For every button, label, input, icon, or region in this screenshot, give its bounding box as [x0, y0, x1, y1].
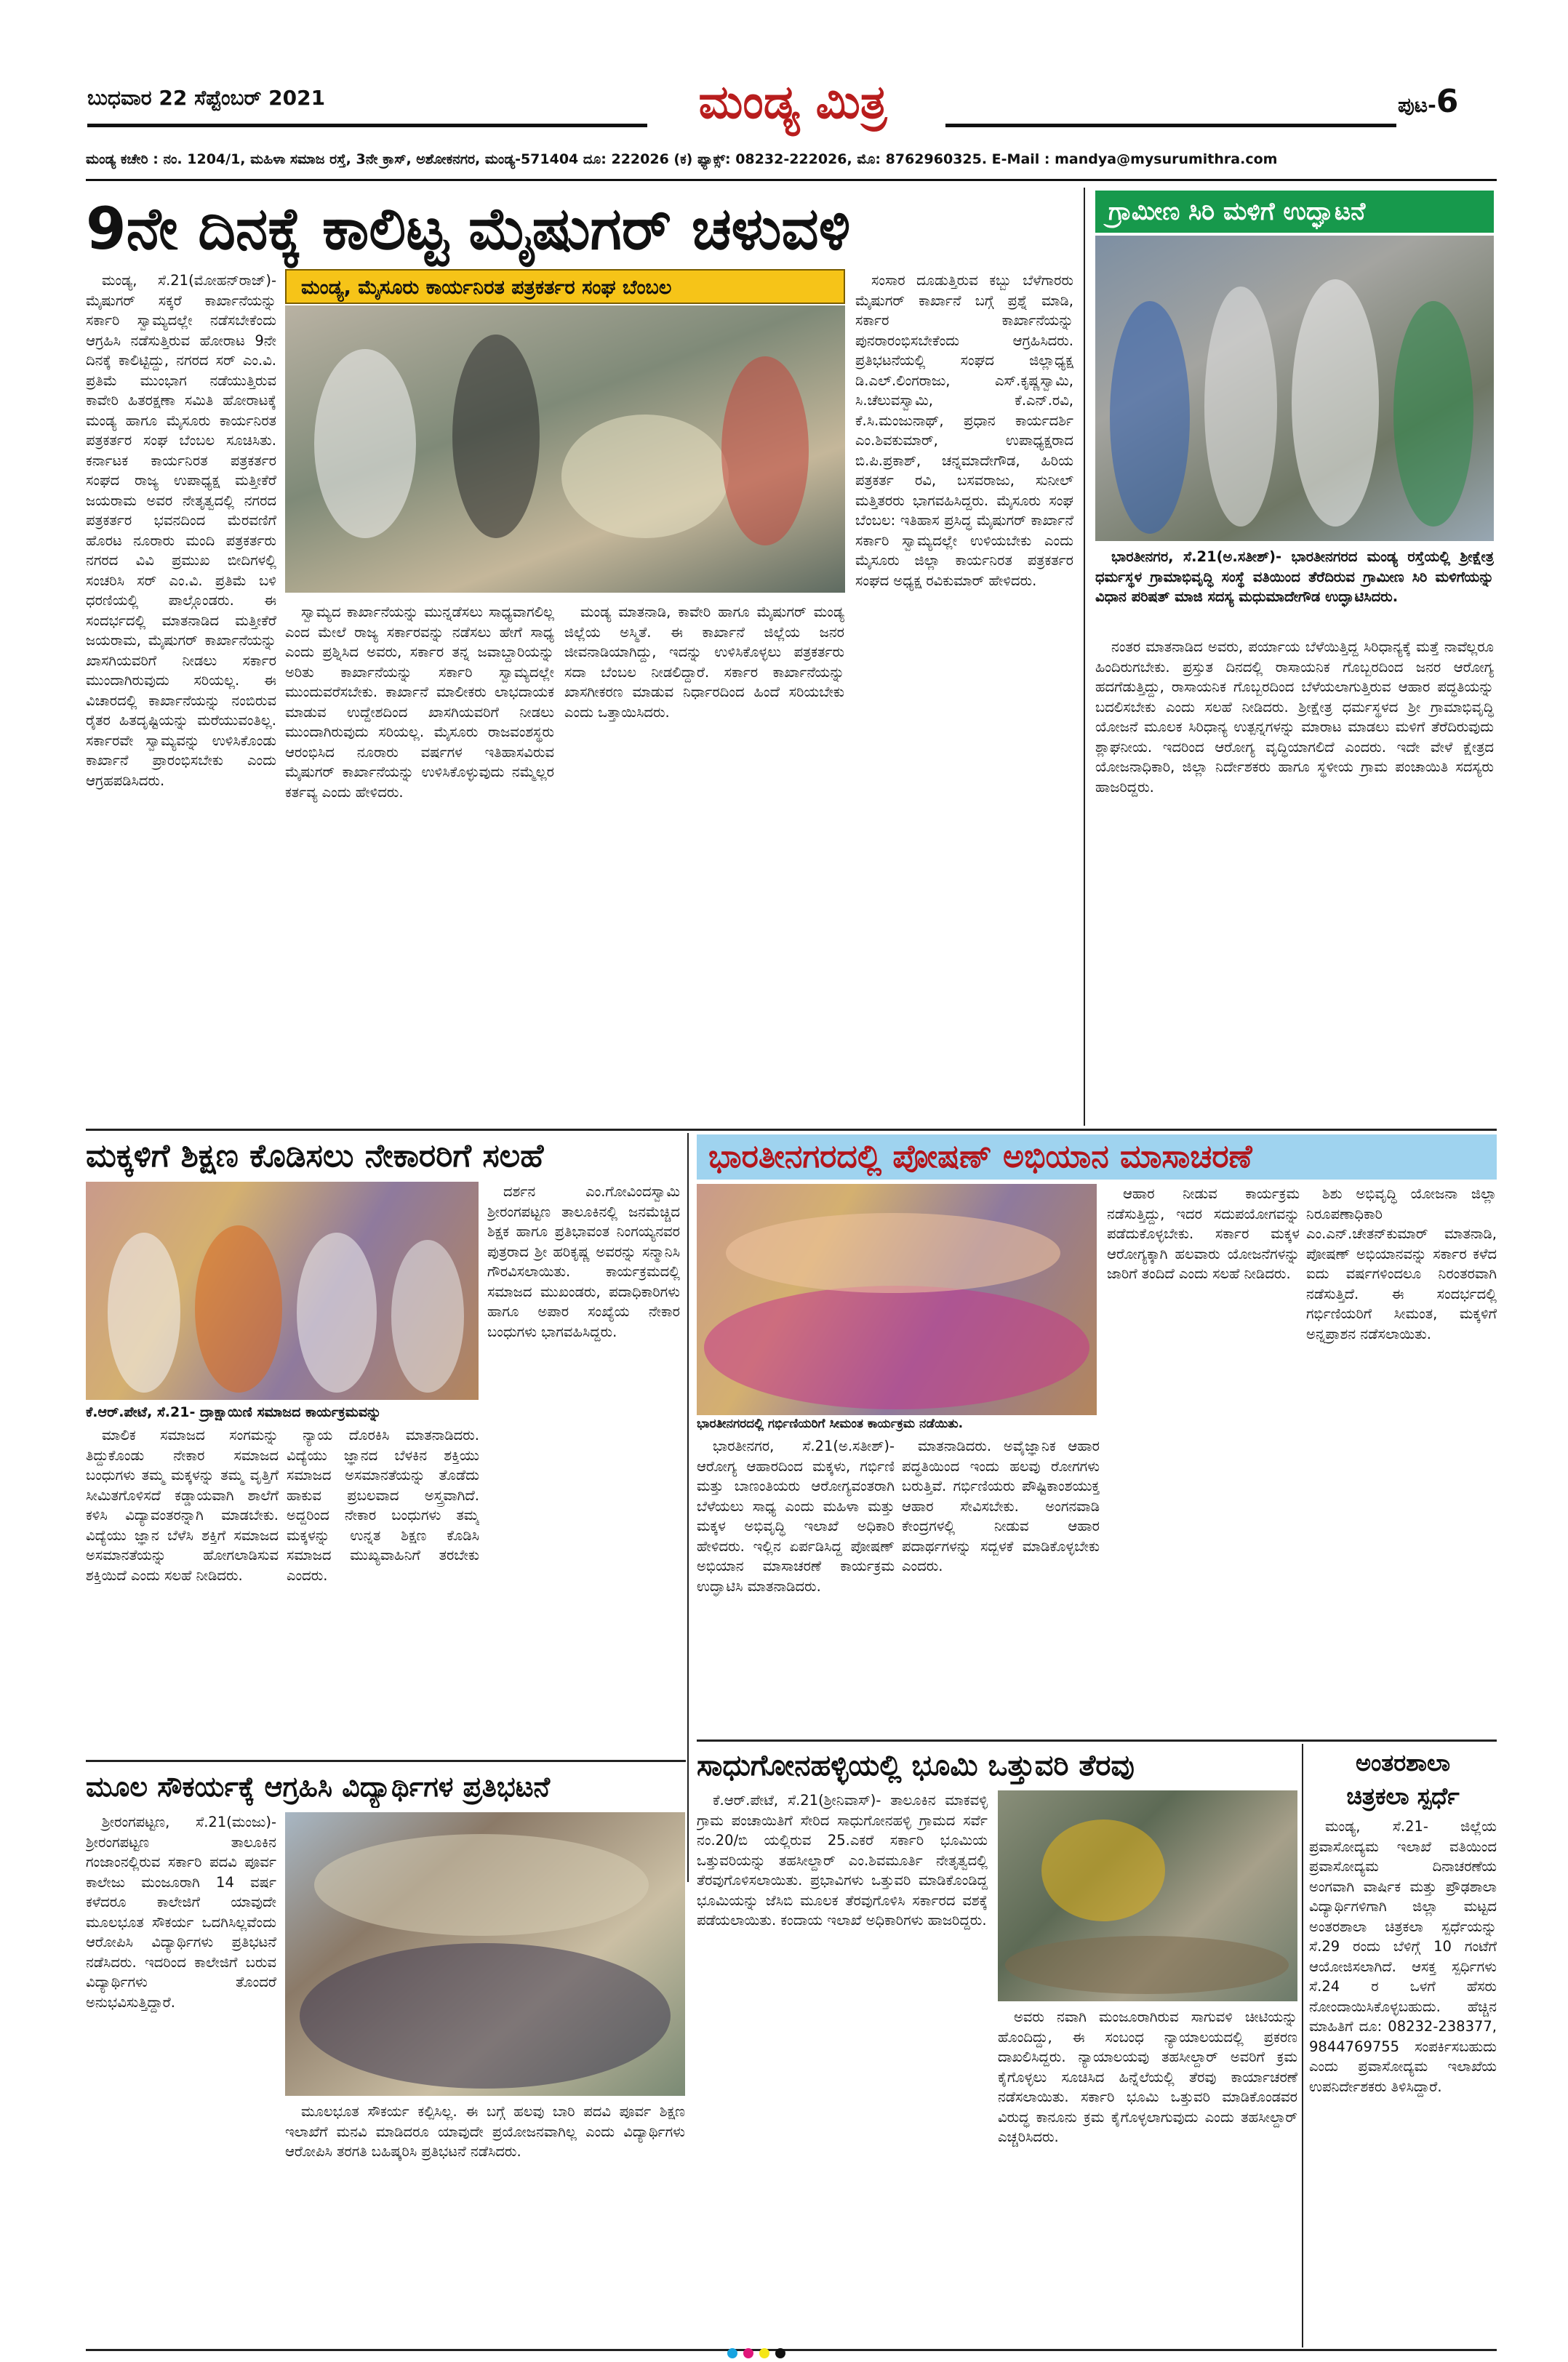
divider-story4	[687, 1133, 689, 1882]
story4-column-1	[697, 1436, 895, 1734]
story4-col1-text: ಭಾರತೀನಗರ, ಸೆ.21(ಅ.ಸತೀಶ್)- ಆರೋಗ್ಯ ಆಹಾರದಿಂದ ಮಕ್ಕಳು, ಗರ್ಭಿಣಿ ಮತ್ತು ಬಾಣಂತಿಯರು ಆರೋಗ್ಯವಂತರಾಗಿ ಬೆಳೆಯಲು ಸಾಧ್ಯ ಎಂದು ಮಹಿಳಾ ಮತ್ತು ಮಕ್ಕಳ ಅಭಿವೃದ್ಧಿ ಇಲಾಖೆ ಅಧಿಕಾರಿ ಹೇಳಿದರು. ಇಲ್ಲಿನ ಏರ್ಪಡಿಸಿದ್ದ ಪೋಷಣ್ ಅಭಿಯಾನ ಮಾಸಾಚರಣೆ ಕಾರ್ಯಕ್ರಮ ಉದ್ಘಾಟಿಸಿ ಮಾತನಾಡಿದರು.	[697, 1438, 895, 1595]
divider-story2	[1084, 188, 1085, 1126]
registration-dots	[727, 2347, 836, 2361]
story1-ribbon: ಮಂಡ್ಯ, ಮೈಸೂರು ಕಾರ್ಯನಿರತ ಪತ್ರಕರ್ತರ ಸಂಘ ಬೆಂಬಲ	[285, 269, 845, 304]
story2-body-text: ನಂತರ ಮಾತನಾಡಿದ ಅವರು, ಪರ್ಯಾಯ ಬೆಳೆಯಿತ್ತಿದ್ದ ಸಿರಿಧಾನ್ಯಕ್ಕೆ ಮತ್ತೆ ನಾವೆಲ್ಲರೂ ಹಿಂದಿರುಗಬೇಕು. ಪ್ರಸ್ತುತ ದಿನದಲ್ಲಿ ರಾಸಾಯನಿಕ ಗೊಬ್ಬರದಿಂದ ಜನರ ಆರೋಗ್ಯ ಹದಗೆಡುತ್ತಿದ್ದು, ರಾಸಾಯನಿಕ ಗೊಬ್ಬರದಿಂದ ಬೆಳೆಯಲಾಗುತ್ತಿರುವ ಆಹಾರ ಪದ್ಧತಿಯನ್ನು ಬದಲಿಸಬೇಕು ಎಂದು ಸಲಹೆ ನೀಡಿದರು. ಶ್ರೀಕ್ಷೇತ್ರ ಧರ್ಮಸ್ಥಳದ ಶ್ರೀ ಗ್ರಾಮಾಭಿವೃದ್ಧಿ ಯೋಜನೆ ಮೂಲಕ ಸಿರಿಧಾನ್ಯ ಉತ್ಪನ್ನಗಳನ್ನು ಮಾರಾಟ ಮಾಡಲು ಮಳಿಗೆ ತೆರೆದಿರುವುದು ಶ್ಲಾಘನೀಯ. ಇದರಿಂದ ಆರೋಗ್ಯ ವೃದ್ಧಿಯಾಗಲಿದೆ ಎಂದರು. ಇದೇ ವೇಳೆ ಕ್ಷೇತ್ರದ ಯೋಜನಾಧಿಕಾರಿ, ಜಿಲ್ಲಾ ನಿರ್ದೇಶಕರು ಹಾಗೂ ಸ್ಥಳೀಯ ಗ್ರಾಮ ಪಂಚಾಯಿತಿ ಸದಸ್ಯರು ಹಾಜರಿದ್ದರು.	[1095, 638, 1494, 796]
story7-headline-2: ಚಿತ್ರಕಲಾ ಸ್ಪರ್ಧೆ	[1346, 1782, 1460, 1810]
office-address: ಮಂಡ್ಯ ಕಚೇರಿ : ನಂ. 1204/1, ಮಹಿಳಾ ಸಮಾಜ ರಸ್ತೆ, 3ನೇ ಕ್ರಾಸ್, ಅಶೋಕನಗರ, ಮಂಡ್ಯ-571404 ದೂ: 222026 (ಕ) ಫ್ಯಾಕ್ಸ್: 08232-222026, ಮೊ: 8762960325. E-Mail : mandya@mysurumithra.com	[86, 151, 1278, 167]
divider-story5	[86, 1760, 686, 1762]
story4-headline	[697, 1134, 1497, 1180]
story3-col1-text: ಮಾಲಿಕ ಸಮಾಜದ ಸಂಗಮನ್ನು ತಿದ್ದುಕೊಂಡು ನೇಕಾರ ಸಮಾಜದ ಬಂಧುಗಳು ತಮ್ಮ ಮಕ್ಕಳನ್ನು ತಮ್ಮ ವೃತ್ತಿಗೆ ಸೀಮಿತಗೊಳಿಸದೆ ಕಡ್ಡಾಯವಾಗಿ ಶಾಲೆಗೆ ಕಳಿಸಿ ವಿದ್ಯಾವಂತರನ್ನಾಗಿ ಮಾಡಬೇಕು. ವಿದ್ಯೆಯು ಜ್ಞಾನ ಬೆಳೆಸಿ ಶಕ್ತಿಗೆ ಸಮಾಜದ ಅಸಮಾನತೆಯನ್ನು ಹೋಗಲಾಡಿಸುವ ಶಕ್ತಿಯಿದೆ ಎಂದು ಸಲಹೆ ನೀಡಿದರು.	[86, 1427, 279, 1584]
story5-column-2	[285, 2102, 685, 2347]
story6-photo	[998, 1790, 1297, 2001]
story4-col3-text: ಆಹಾರ ನೀಡುವ ಕಾರ್ಯಕ್ರಮ ನಡೆಸುತ್ತಿದ್ದು, ಇದರ ಸದುಪಯೋಗವನ್ನು ಪಡೆದುಕೊಳ್ಳಬೇಕು. ಸರ್ಕಾರ ಮಕ್ಕಳ ಆರೋಗ್ಯಕ್ಕಾಗಿ ಹಲವಾರು ಯೋಜನೆಗಳನ್ನು ಜಾರಿಗೆ ತಂದಿದೆ ಎಂದು ಸಲಹೆ ನೀಡಿದರು.	[1107, 1185, 1300, 1282]
yellow-dot	[759, 2348, 769, 2358]
story5-column-1	[86, 1812, 276, 2347]
masthead-rule-left	[87, 124, 647, 127]
story7-body-text: ಮಂಡ್ಯ, ಸೆ.21- ಜಿಲ್ಲೆಯ ಪ್ರವಾಸೋದ್ಯಮ ಇಲಾಖೆ ವತಿಯಿಂದ ಪ್ರವಾಸೋದ್ಯಮ ದಿನಾಚರಣೆಯ ಅಂಗವಾಗಿ ವಾರ್ಷಿಕ ಮತ್ತು ಪ್ರೌಢಶಾಲಾ ವಿದ್ಯಾರ್ಥಿಗಳಿಗಾಗಿ ಜಿಲ್ಲಾ ಮಟ್ಟದ ಅಂತರಶಾಲಾ ಚಿತ್ರಕಲಾ ಸ್ಪರ್ಧೆಯನ್ನು ಸೆ.29 ರಂದು ಬೆಳಿಗ್ಗೆ 10 ಗಂಟೆಗೆ ಆಯೋಜಿಸಲಾಗಿದೆ. ಆಸಕ್ತ ಸ್ಪರ್ಧಿಗಳು ಸೆ.24 ರ ಒಳಗೆ ಹೆಸರು ನೋಂದಾಯಿಸಿಕೊಳ್ಳಬಹುದು. ಹೆಚ್ಚಿನ ಮಾಹಿತಿಗೆ ದೂ: 08232-238377, 9844769755 ಸಂಪರ್ಕಿಸಬಹುದು ಎಂದು ಪ್ರವಾಸೋದ್ಯಮ ಇಲಾಖೆಯ ಉಪನಿರ್ದೇಶಕರು ತಿಳಿಸಿದ್ದಾರೆ.	[1309, 1818, 1497, 2095]
story6-col2-text: ಅವರು ನವಾಗಿ ಮಂಜೂರಾಗಿರುವ ಸಾಗುವಳಿ ಚೀಟಿಯನ್ನು ಹೊಂದಿದ್ದು, ಈ ಸಂಬಂಧ ನ್ಯಾಯಾಲಯದಲ್ಲಿ ಪ್ರಕರಣ ದಾಖಲಿಸಿದ್ದರು. ನ್ಯಾಯಾಲಯವು ತಹಸೀಲ್ದಾರ್ ಅವರಿಗೆ ಕ್ರಮ ಕೈಗೊಳ್ಳಲು ಸೂಚಿಸಿದ ಹಿನ್ನೆಲೆಯಲ್ಲಿ ತೆರವು ಕಾರ್ಯಾಚರಣೆ ನಡೆಸಲಾಯಿತು. ಸರ್ಕಾರಿ ಭೂಮಿ ಒತ್ತುವರಿ ಮಾಡಿಕೊಂಡವರ ವಿರುದ್ಧ ಕಾನೂನು ಕ್ರಮ ಕೈಗೊಳ್ಳಲಾಗುವುದು ಎಂದು ತಹಸೀಲ್ದಾರ್ ಎಚ್ಚರಿಸಿದರು.	[998, 2009, 1297, 2145]
story1-col1-text: ಮಂಡ್ಯ, ಸೆ.21(ಮೋಹನ್‌ರಾಜ್)- ಮೈಷುಗರ್ ಸಕ್ಕರೆ ಕಾರ್ಖಾನೆಯನ್ನು ಸರ್ಕಾರಿ ಸ್ವಾಮ್ಯದಲ್ಲೇ ನಡೆಸಬೇಕೆಂದು ಆಗ್ರಹಿಸಿ ನಡೆಸುತ್ತಿರುವ ಹೋರಾಟ 9ನೇ ದಿನಕ್ಕೆ ಕಾಲಿಟ್ಟಿದ್ದು, ನಗರದ ಸರ್ ಎಂ.ವಿ. ಪ್ರತಿಮೆ ಮುಂಭಾಗ ನಡೆಯುತ್ತಿರುವ ಕಾವೇರಿ ಹಿತರಕ್ಷಣಾ ಸಮಿತಿ ಹೋರಾಟಕ್ಕೆ ಮಂಡ್ಯ ಹಾಗೂ ಮೈಸೂರು ಕಾರ್ಯನಿರತ ಪತ್ರಕರ್ತರ ಸಂಘ ಬೆಂಬಲ ಸೂಚಿಸಿತು. ಕರ್ನಾಟಕ ಕಾರ್ಯನಿರತ ಪತ್ರಕರ್ತರ ಸಂಘದ ರಾಜ್ಯ ಉಪಾಧ್ಯಕ್ಷ ಮತ್ತೀಕೆರೆ ಜಯರಾಮ ಅವರ ನೇತೃತ್ವದಲ್ಲಿ ನಗರದ ಪತ್ರಕರ್ತರ ಭವನದಿಂದ ಮೆರವಣಿಗೆ ಹೊರಟ ನೂರಾರು ಮಂದಿ ಪತ್ರಕರ್ತರು ನಗರದ ವಿವಿ ಪ್ರಮುಖ ಬೀದಿಗಳಲ್ಲಿ ಸಂಚರಿಸಿ ಸರ್ ಎಂ.ವಿ. ಪ್ರತಿಮೆ ಬಳಿ ಧರಣಿಯಲ್ಲಿ ಪಾಲ್ಗೊಂಡರು. ಈ ಸಂದರ್ಭದಲ್ಲಿ ಮಾತನಾಡಿದ ಮತ್ತೀಕೆರೆ ಜಯರಾಮ, ಮೈಷುಗರ್ ಕಾರ್ಖಾನೆಯನ್ನು ಖಾಸಗಿಯವರಿಗೆ ನೀಡಲು ಸರ್ಕಾರ ಮುಂದಾಗಿರುವುದು ಸರಿಯಲ್ಲ. ಈ ವಿಚಾರದಲ್ಲಿ ಕಾರ್ಖಾನೆಯನ್ನು ನಂಬಿರುವ ರೈತರ ಹಿತದೃಷ್ಟಿಯನ್ನು ಮರೆಯುವಂತಿಲ್ಲ. ಸರ್ಕಾರವೇ ಸ್ವಾಮ್ಯವನ್ನು ಉಳಿಸಿಕೊಂಡು ಕಾರ್ಖಾನೆ ಪ್ರಾರಂಭಿಸಬೇಕು ಎಂದು ಆಗ್ರಹಪಡಿಸಿದರು.	[86, 272, 276, 789]
divider-row1	[86, 1129, 1497, 1131]
story1-column-3	[564, 602, 844, 1126]
story4-column-4	[1306, 1184, 1497, 1734]
story2-bar: ಗ್ರಾಮೀಣ ಸಿರಿ ಮಳಿಗೆ ಉದ್ಘಾಟನೆ	[1095, 191, 1494, 233]
masthead-rule-right	[945, 124, 1396, 127]
story4-col4-text: ಶಿಶು ಅಭಿವೃದ್ಧಿ ಯೋಜನಾ ಜಿಲ್ಲಾ ನಿರೂಪಣಾಧಿಕಾರಿ ಎಂ.ಎನ್.ಚೇತನ್‌ಕುಮಾರ್ ಮಾತನಾಡಿ, ಪೋಷಣ್ ಅಭಿಯಾನವನ್ನು ಸರ್ಕಾರ ಕಳೆದ ಐದು ವರ್ಷಗಳಿಂದಲೂ ನಿರಂತರವಾಗಿ ನಡೆಸುತ್ತಿದೆ. ಈ ಸಂದರ್ಭದಲ್ಲಿ ಗರ್ಭಿಣಿಯರಿಗೆ ಸೀಮಂತ, ಮಕ್ಕಳಿಗೆ ಅನ್ನಪ್ರಾಶನ ನಡೆಸಲಾಯಿತು.	[1306, 1185, 1497, 1342]
page-number-value: 6	[1436, 83, 1459, 120]
story4-column-3	[1107, 1184, 1300, 1734]
story2-caption	[1095, 547, 1494, 634]
story4-headline-text: ಭಾರತೀನಗರದಲ್ಲಿ ಪೋಷಣ್ ಅಭಿಯಾನ ಮಾಸಾಚರಣೆ	[708, 1138, 1252, 1175]
story5-headline: ಮೂಲ ಸೌಕರ್ಯಕ್ಕೆ ಆಗ್ರಹಿಸಿ ವಿದ್ಯಾರ್ಥಿಗಳ ಪ್ರತಿಭಟನೆ	[86, 1771, 551, 1803]
story1-photo	[285, 305, 845, 593]
story6-col1-text: ಕೆ.ಆರ್.ಪೇಟೆ, ಸೆ.21(ಶ್ರೀನಿವಾಸ್)- ತಾಲೂಕಿನ ಮಾಕವಳ್ಳಿ ಗ್ರಾಮ ಪಂಚಾಯಿತಿಗೆ ಸೇರಿದ ಸಾಧುಗೋನಹಳ್ಳಿ ಗ್ರಾಮದ ಸರ್ವೆ ನಂ.20/ಬಿ ಯಲ್ಲಿರುವ 25.ಎಕರೆ ಸರ್ಕಾರಿ ಭೂಮಿಯ ಒತ್ತುವರಿಯನ್ನು ತಹಸೀಲ್ದಾರ್ ಎಂ.ಶಿವಮೂರ್ತಿ ನೇತೃತ್ವದಲ್ಲಿ ತೆರವುಗೊಳಿಸಲಾಯಿತು. ಪ್ರಭಾವಿಗಳು ಒತ್ತುವರಿ ಮಾಡಿಕೊಂಡಿದ್ದ ಭೂಮಿಯನ್ನು ಜೆಸಿಬಿ ಮೂಲಕ ತೆರವುಗೊಳಿಸಿ ಸರ್ಕಾರದ ವಶಕ್ಕೆ ಪಡೆಯಲಾಯಿತು. ಕಂದಾಯ ಇಲಾಖೆ ಅಧಿಕಾರಿಗಳು ಹಾಜರಿದ್ದರು.	[697, 1792, 988, 1929]
page-number	[1398, 83, 1485, 127]
story3-caption: ಕೆ.ಆರ್.ಪೇಟೆ, ಸೆ.21- ದ್ರಾಕ್ಷಾಯಿಣಿ ಸಮಾಜದ ಕಾರ್ಯಕ್ರಮವನ್ನು	[86, 1404, 479, 1424]
black-dot	[775, 2348, 785, 2358]
story2-photo	[1095, 236, 1494, 541]
story4-photo	[697, 1184, 1097, 1415]
story5-photo	[285, 1812, 685, 2096]
story3-headline: ಮಕ್ಕಳಿಗೆ ಶಿಕ್ಷಣ ಕೊಡಿಸಲು ನೇಕಾರರಿಗೆ ಸಲಹೆ	[86, 1137, 544, 1174]
story2-caption-text: ಭಾರತೀನಗರ, ಸೆ.21(ಅ.ಸತೀಶ್)- ಭಾರತೀನಗರದ ಮಂಡ್ಯ ರಸ್ತೆಯಲ್ಲಿ ಶ್ರೀಕ್ಷೇತ್ರ ಧರ್ಮಸ್ಥಳ ಗ್ರಾಮಾಭಿವೃದ್ಧಿ ಸಂಸ್ಥೆ ವತಿಯಿಂದ ತೆರೆದಿರುವ ಗ್ರಾಮೀಣ ಸಿರಿ ಮಳಿಗೆಯನ್ನು ವಿಧಾನ ಪರಿಷತ್ ಮಾಜಿ ಸದಸ್ಯ ಮಧುಮಾದೇಗೌಡ ಉದ್ಘಾಟಿಸಿದರು.	[1095, 548, 1494, 605]
story3-col3-text: ದರ್ಶನ ಎಂ.ಗೋವಿಂದಸ್ವಾಮಿ ಶ್ರೀರಂಗಪಟ್ಟಣ ತಾಲೂಕಿನಲ್ಲಿ ಜನಮೆಚ್ಚಿದ ಶಿಕ್ಷಕ ಹಾಗೂ ಪ್ರತಿಭಾವಂತ ನಿಂಗಯ್ಯನವರ ಪುತ್ರರಾದ ಶ್ರೀ ಹರಿಕೃಷ್ಣ ಅವರನ್ನು ಸನ್ಮಾನಿಸಿ ಗೌರವಿಸಲಾಯಿತು. ಕಾರ್ಯಕ್ರಮದಲ್ಲಿ ಸಮಾಜದ ಮುಖಂಡರು, ಪದಾಧಿಕಾರಿಗಳು ಹಾಗೂ ಅಪಾರ ಸಂಖ್ಯೆಯ ನೇಕಾರ ಬಂಧುಗಳು ಭಾಗವಹಿಸಿದ್ದರು.	[487, 1183, 680, 1340]
story1-col4-text: ಸಂಸಾರ ದೂಡುತ್ತಿರುವ ಕಬ್ಬು ಬೆಳೆಗಾರರು ಮೈಷುಗರ್ ಕಾರ್ಖಾನೆ ಬಗ್ಗೆ ಪ್ರಶ್ನೆ ಮಾಡಿ, ಸರ್ಕಾರ ಕಾರ್ಖಾನೆಯನ್ನು ಪುನರಾರಂಭಿಸಬೇಕೆಂದು ಆಗ್ರಹಿಸಿದರು. ಪ್ರತಿಭಟನೆಯಲ್ಲಿ ಸಂಘದ ಜಿಲ್ಲಾಧ್ಯಕ್ಷ ಡಿ.ಎಲ್.ಲಿಂಗರಾಜು, ಎಸ್.ಕೃಷ್ಣಸ್ವಾಮಿ, ಸಿ.ಚೆಲುವಸ್ವಾಮಿ, ಕೆ.ಎನ್.ರವಿ, ಕೆ.ಸಿ.ಮಂಜುನಾಥ್, ಪ್ರಧಾನ ಕಾರ್ಯದರ್ಶಿ ಎಂ.ಶಿವಕುಮಾರ್, ಉಪಾಧ್ಯಕ್ಷರಾದ ಬಿ.ಪಿ.ಪ್ರಕಾಶ್, ಚನ್ನಮಾದೇಗೌಡ, ಹಿರಿಯ ಪತ್ರಕರ್ತ ರವಿ, ಬಸವರಾಜು, ಸುನೀಲ್ ಮತ್ತಿತರರು ಭಾಗವಹಿಸಿದ್ದರು. ಮೈಸೂರು ಸಂಘ ಬೆಂಬಲ: ಇತಿಹಾಸ ಪ್ರಸಿದ್ಧ ಮೈಷುಗರ್ ಕಾರ್ಖಾನೆ ಸರ್ಕಾರಿ ಸ್ವಾಮ್ಯದಲ್ಲೇ ಉಳಿಯಬೇಕು ಎಂದು ಮೈಸೂರು ಜಿಲ್ಲಾ ಕಾರ್ಯನಿರತ ಪತ್ರಕರ್ತರ ಸಂಘದ ಅಧ್ಯಕ್ಷ ರವಿಕುಮಾರ್ ಹೇಳಿದರು.	[855, 272, 1073, 589]
story6-column-1	[697, 1790, 988, 2347]
story5-col1-text: ಶ್ರೀರಂಗಪಟ್ಟಣ, ಸೆ.21(ಮಂಜು)- ಶ್ರೀರಂಗಪಟ್ಟಣ ತಾಲೂಕಿನ ಗಂಜಾಂನಲ್ಲಿರುವ ಸರ್ಕಾರಿ ಪದವಿ ಪೂರ್ವ ಕಾಲೇಜು ಮಂಜೂರಾಗಿ 14 ವರ್ಷ ಕಳೆದರೂ ಕಾಲೇಜಿಗೆ ಯಾವುದೇ ಮೂಲಭೂತ ಸೌಕರ್ಯ ಒದಗಿಸಿಲ್ಲವೆಂದು ಆರೋಪಿಸಿ ವಿದ್ಯಾರ್ಥಿಗಳು ಪ್ರತಿಭಟನೆ ನಡೆಸಿದರು. ಇದರಿಂದ ಕಾಲೇಜಿಗೆ ಬರುವ ವಿದ್ಯಾರ್ಥಿಗಳು ತೊಂದರೆ ಅನುಭವಿಸುತ್ತಿದ್ದಾರೆ.	[86, 1814, 276, 2011]
story1-col2-text: ಸ್ವಾಮ್ಯದ ಕಾರ್ಖಾನೆಯನ್ನು ಮುನ್ನಡೆಸಲು ಸಾಧ್ಯವಾಗಲಿಲ್ಲ ಎಂದ ಮೇಲೆ ರಾಜ್ಯ ಸರ್ಕಾರವನ್ನು ನಡೆಸಲು ಹೇಗೆ ಸಾಧ್ಯ ಎಂದು ಪ್ರಶ್ನಿಸಿದ ಅವರು, ಸರ್ಕಾರ ತನ್ನ ಜವಾಬ್ದಾರಿಯನ್ನು ಅರಿತು ಕಾರ್ಖಾನೆಯನ್ನು ಸರ್ಕಾರಿ ಸ್ವಾಮ್ಯದಲ್ಲೇ ಮುಂದುವರೆಸಬೇಕು. ಕಾರ್ಖಾನೆ ಮಾಲೀಕರು ಲಾಭದಾಯಕ ಮಾಡುವ ಉದ್ದೇಶದಿಂದ ಖಾಸಗಿಯವರಿಗೆ ನೀಡಲು ಮುಂದಾಗಿರುವುದು ಸರಿಯಲ್ಲ. ಮೈಸೂರು ರಾಜವಂಶಸ್ಥರು ಆರಂಭಿಸಿದ ನೂರಾರು ವರ್ಷಗಳ ಇತಿಹಾಸವಿರುವ ಮೈಷುಗರ್ ಕಾರ್ಖಾನೆಯನ್ನು ಉಳಿಸಿಕೊಳ್ಳುವುದು ನಮ್ಮೆಲ್ಲರ ಕರ್ತವ್ಯ ಎಂದು ಹೇಳಿದರು.	[285, 604, 554, 801]
story1-headline-text: 9ನೇ ದಿನಕ್ಕೆ ಕಾಲಿಟ್ಟ ಮೈಷುಗರ್ ಚಳುವಳಿ	[86, 195, 851, 263]
story3-column-2	[287, 1425, 479, 1756]
divider-story6	[697, 1740, 1497, 1742]
issue-date: ಬುಧವಾರ 22 ಸೆಪ್ಟೆಂಬರ್ 2021	[87, 86, 326, 110]
story6-column-2	[998, 2007, 1297, 2347]
story4-col2-text: ಮಾತನಾಡಿದರು. ಅವೈಜ್ಞಾನಿಕ ಆಹಾರ ಪದ್ಧತಿಯಿಂದ ಇಂದು ಹಲವು ರೋಗಗಳು ಬರುತ್ತಿವೆ. ಗರ್ಭಿಣಿಯರು ಪೌಷ್ಟಿಕಾಂಶಯುಕ್ತ ಆಹಾರ ಸೇವಿಸಬೇಕು. ಅಂಗನವಾಡಿ ಕೇಂದ್ರಗಳಲ್ಲಿ ನೀಡುವ ಆಹಾರ ಪದಾರ್ಥಗಳನ್ನು ಸದ್ಬಳಕೆ ಮಾಡಿಕೊಳ್ಳಬೇಕು ಎಂದರು.	[902, 1438, 1100, 1574]
story3-photo	[86, 1182, 479, 1400]
divider-story7	[1302, 1744, 1303, 2347]
story3-column-1	[86, 1425, 279, 1756]
story1-headline	[86, 189, 1068, 269]
story7-body	[1309, 1817, 1497, 2347]
address-rule	[86, 179, 1497, 181]
story7-headline-1: ಅಂತರಶಾಲಾ	[1355, 1749, 1451, 1777]
story3-column-3	[487, 1182, 680, 1756]
story1-col3-text: ಮಂಡ್ಯ ಮಾತನಾಡಿ, ಕಾವೇರಿ ಹಾಗೂ ಮೈಷುಗರ್ ಮಂಡ್ಯ ಜಿಲ್ಲೆಯ ಅಸ್ಮಿತೆ. ಈ ಕಾರ್ಖಾನೆ ಜಿಲ್ಲೆಯ ಜನರ ಜೀವನಾಡಿಯಾಗಿದ್ದು, ಇದನ್ನು ಉಳಿಸಿಕೊಳ್ಳಲು ಪತ್ರಕರ್ತರು ಸದಾ ಬೆಂಬಲ ನೀಡಲಿದ್ದಾರೆ. ಸರ್ಕಾರ ಕಾರ್ಖಾನೆಯನ್ನು ಖಾಸಗೀಕರಣ ಮಾಡುವ ನಿರ್ಧಾರದಿಂದ ಹಿಂದೆ ಸರಿಯಬೇಕು ಎಂದು ಒತ್ತಾಯಿಸಿದರು.	[564, 604, 844, 721]
page-label: ಪುಟ-	[1398, 93, 1436, 117]
cyan-dot	[727, 2348, 737, 2358]
story5-col2-text: ಮೂಲಭೂತ ಸೌಕರ್ಯ ಕಲ್ಪಿಸಿಲ್ಲ. ಈ ಬಗ್ಗೆ ಹಲವು ಬಾರಿ ಪದವಿ ಪೂರ್ವ ಶಿಕ್ಷಣ ಇಲಾಖೆಗೆ ಮನವಿ ಮಾಡಿದರೂ ಯಾವುದೇ ಪ್ರಯೋಜನವಾಗಿಲ್ಲ ಎಂದು ವಿದ್ಯಾರ್ಥಿಗಳು ಆರೋಪಿಸಿ ತರಗತಿ ಬಹಿಷ್ಕರಿಸಿ ಪ್ರತಿಭಟನೆ ನಡೆಸಿದರು.	[285, 2103, 685, 2160]
story3-col2-text: ನ್ಯಾಯ ದೊರಕಿಸಿ ಮಾತನಾಡಿದರು. ವಿದ್ಯೆಯು ಜ್ಞಾನದ ಬೆಳಕಿನ ಶಕ್ತಿಯು ಸಮಾಜದ ಅಸಮಾನತೆಯನ್ನು ತೊಡೆದು ಹಾಕುವ ಪ್ರಬಲವಾದ ಅಸ್ತ್ರವಾಗಿದೆ. ಅದ್ದರಿಂದ ನೇಕಾರ ಬಂಧುಗಳು ತಮ್ಮ ಮಕ್ಕಳನ್ನು ಉನ್ನತ ಶಿಕ್ಷಣ ಕೊಡಿಸಿ ಸಮಾಜದ ಮುಖ್ಯವಾಹಿನಿಗೆ ತರಬೇಕು ಎಂದರು.	[287, 1427, 479, 1584]
story1-column-1	[86, 271, 276, 1125]
masthead-logo: ಮಂಡ್ಯ ಮಿತ್ರ	[698, 76, 887, 129]
story4-caption: ಭಾರತೀನಗರದಲ್ಲಿ ಗರ್ಭಿಣಿಯರಿಗೆ ಸೀಮಂತ ಕಾರ್ಯಕ್ರಮ ನಡೆಯಿತು.	[697, 1415, 1097, 1434]
story6-headline: ಸಾಧುಗೋನಹಳ್ಳಿಯಲ್ಲಿ ಭೂಮಿ ಒತ್ತುವರಿ ತೆರವು	[697, 1749, 1135, 1782]
story2-body	[1095, 637, 1494, 1126]
story1-column-4	[855, 271, 1073, 1125]
magenta-dot	[743, 2348, 753, 2358]
story4-column-2	[902, 1436, 1100, 1734]
story1-column-2	[285, 602, 554, 1126]
